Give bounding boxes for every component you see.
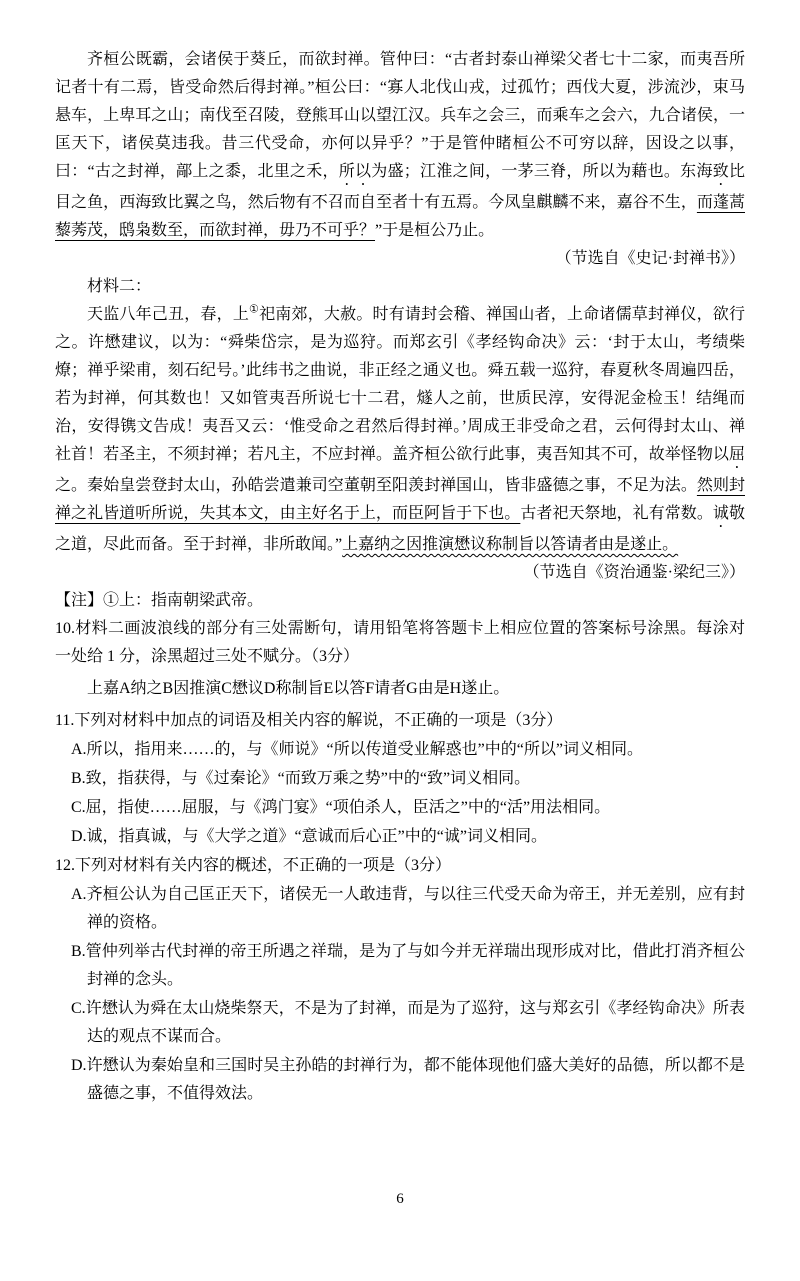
text-segment: 比目之鱼，西海致比翼之鸟，然后物有不召而自至者十有五焉。今凤皇麒麟不来，嘉谷不生， <box>55 163 745 211</box>
question-11-option-a: A.所以，指用来……的，与《师说》“所以传道受业解惑也”中的“所以”词义相同。 <box>71 741 643 758</box>
text-segment-underline: 然则封禅之礼皆道听所说，失其本文，由主好名于上，而臣阿旨于下也。 <box>55 477 745 522</box>
question-11-option-b: B.致，指获得，与《过秦论》“而致万乘之势”中的“致”词义相同。 <box>71 770 531 787</box>
text-segment-dot: 所以 <box>338 163 372 180</box>
text-segment: 之。秦始皇尝登封太山，孙皓尝遣兼司空董朝至阳羡封禅国山，皆非盛德之事，不足为法。 <box>55 477 697 494</box>
text-segment: 齐桓公既霸，会诸侯于葵丘，而欲封禅。管仲曰：“古者封泰山禅梁父者七十二家，而夷吾所记者十有二焉，皆受命然后得封禅。”桓公曰：“寡人北伐山戎，过孤竹；西伐大夏，涉流沙，束马悬车，上卑耳之山；南伐至召陵，登熊耳山以望江汉。兵车之会三，而乘车之会六，九合诸侯，一匡天下，诸侯莫违我。昔三代受命，亦何以异乎？”于是管仲睹桓公不可穷以辞，因设之以事，曰：“古之封禅，鄗上之黍，北里之禾， <box>55 51 745 180</box>
page-number: 6 <box>396 1191 404 1207</box>
question-11-option-d: D.诚，指真诚，与《大学之道》“意诚而后心正”中的“诚”词义相同。 <box>71 828 547 845</box>
question-12-options <box>55 881 745 1108</box>
question-12-option-a: A.齐桓公认为自己匡正天下，诸侯无一人敢违背，与以往三代受天命为帝王，并无差别，应有封禅的资格。 <box>71 886 745 931</box>
question-12-option-b: B.管仲列举古代封禅的帝王所遇之祥瑞，是为了与如今并无祥瑞出现形成对比，借此打消齐桓公封禅的念头。 <box>71 943 745 988</box>
question-10-stem: 10.材料二画波浪线的部分有三处需断句，请用铅笔将答题卡上相应位置的答案标号涂黑。每涂对一处给 1 分，涂黑超过三处不赋分。（3分） <box>55 620 745 665</box>
question-11-stem: 11.下列对材料中加点的词语及相关内容的解说，不正确的一项是（3分） <box>55 712 563 729</box>
question-12-option-d: D.许懋认为秦始皇和三国时吴主孙皓的封禅行为，都不能体现他们盛大美好的品德，所以都不是盛德之事，不值得效法。 <box>71 1057 745 1102</box>
question-12-option-c: C.许懋认为舜在太山烧柴祭天，不是为了封禅，而是为了巡狩，这与郑玄引《孝经钩命决》所表达的观点不谋而合。 <box>71 1000 745 1045</box>
footnote: 【注】①上：指南朝梁武帝。 <box>55 592 264 609</box>
material-two-heading: 材料二： <box>87 278 152 295</box>
material-one-paragraph <box>55 46 745 245</box>
text-segment-sup: ① <box>249 303 260 316</box>
text-segment-dot: 屈 <box>728 446 745 463</box>
page-footer <box>0 1185 800 1213</box>
material-one-source: （节选自《史记·封禅书》） <box>555 250 745 267</box>
material-two-source: （节选自《资治通鉴·梁纪三》） <box>523 564 745 581</box>
material-two-paragraph <box>55 301 745 559</box>
text-segment: 古者祀天祭地，礼有常数。 <box>520 505 713 522</box>
question-12-stem: 12.下列对材料有关内容的概述，不正确的一项是（3分） <box>55 857 452 874</box>
text-segment: ”于是桓公乃止。 <box>375 222 495 239</box>
text-segment: 祀南郊，大赦。时有请封会稽、禅国山者，上命诸儒草封禅仪，欲行之。许懋建议，以为：“舜柴岱宗，是为巡狩。而郑玄引《孝经钩命决》云：‘封于太山，考绩柴燎；禅乎梁甫，刻石纪号。’此纬书之曲说，非正经之通义也。舜五载一巡狩，春夏秋冬周遍四岳，若为封禅，何其数也！又如管夷吾所说七十二君，燧人之前，世质民淳，安得泥金检玉！结绳而治，安得镌文告成！夷吾又云：‘惟受命之君然后得封禅。’周成王非受命之君，云何得封太山、禅社首！若圣主，不须封禅；若凡主，不应封禅。盖齐桓公欲行此事，夷吾知其不可，故举怪物以 <box>55 306 745 463</box>
question-11-option-c: C.屈，指使……屈服，与《鸿门宴》“项伯杀人，臣活之”中的“活”用法相同。 <box>71 799 611 816</box>
question-11-options <box>55 736 745 851</box>
text-segment-underline: 而蓬蒿藜莠茂，鸱枭数至，而欲封禅，毋乃不可乎？ <box>55 194 745 239</box>
text-segment-wavy: 上嘉纳之因推演懋议称制旨以答请者由是遂止。 <box>342 536 679 553</box>
text-segment: 天监八年己丑，春，上 <box>87 306 250 323</box>
text-segment: 为盛；江淮之间，一茅三脊，所以为藉也。东海 <box>371 163 713 180</box>
text-segment-dot: 诚 <box>712 505 729 522</box>
text-segment: 敬之道，尽此而备。至于封禅，非所敢闻。” <box>55 505 745 553</box>
text-segment-dot: 致 <box>712 163 729 180</box>
question-10-segmentation-line: 上嘉A纳之B因推演C懋议D称制旨E以答F请者G由是H遂止。 <box>87 680 510 697</box>
